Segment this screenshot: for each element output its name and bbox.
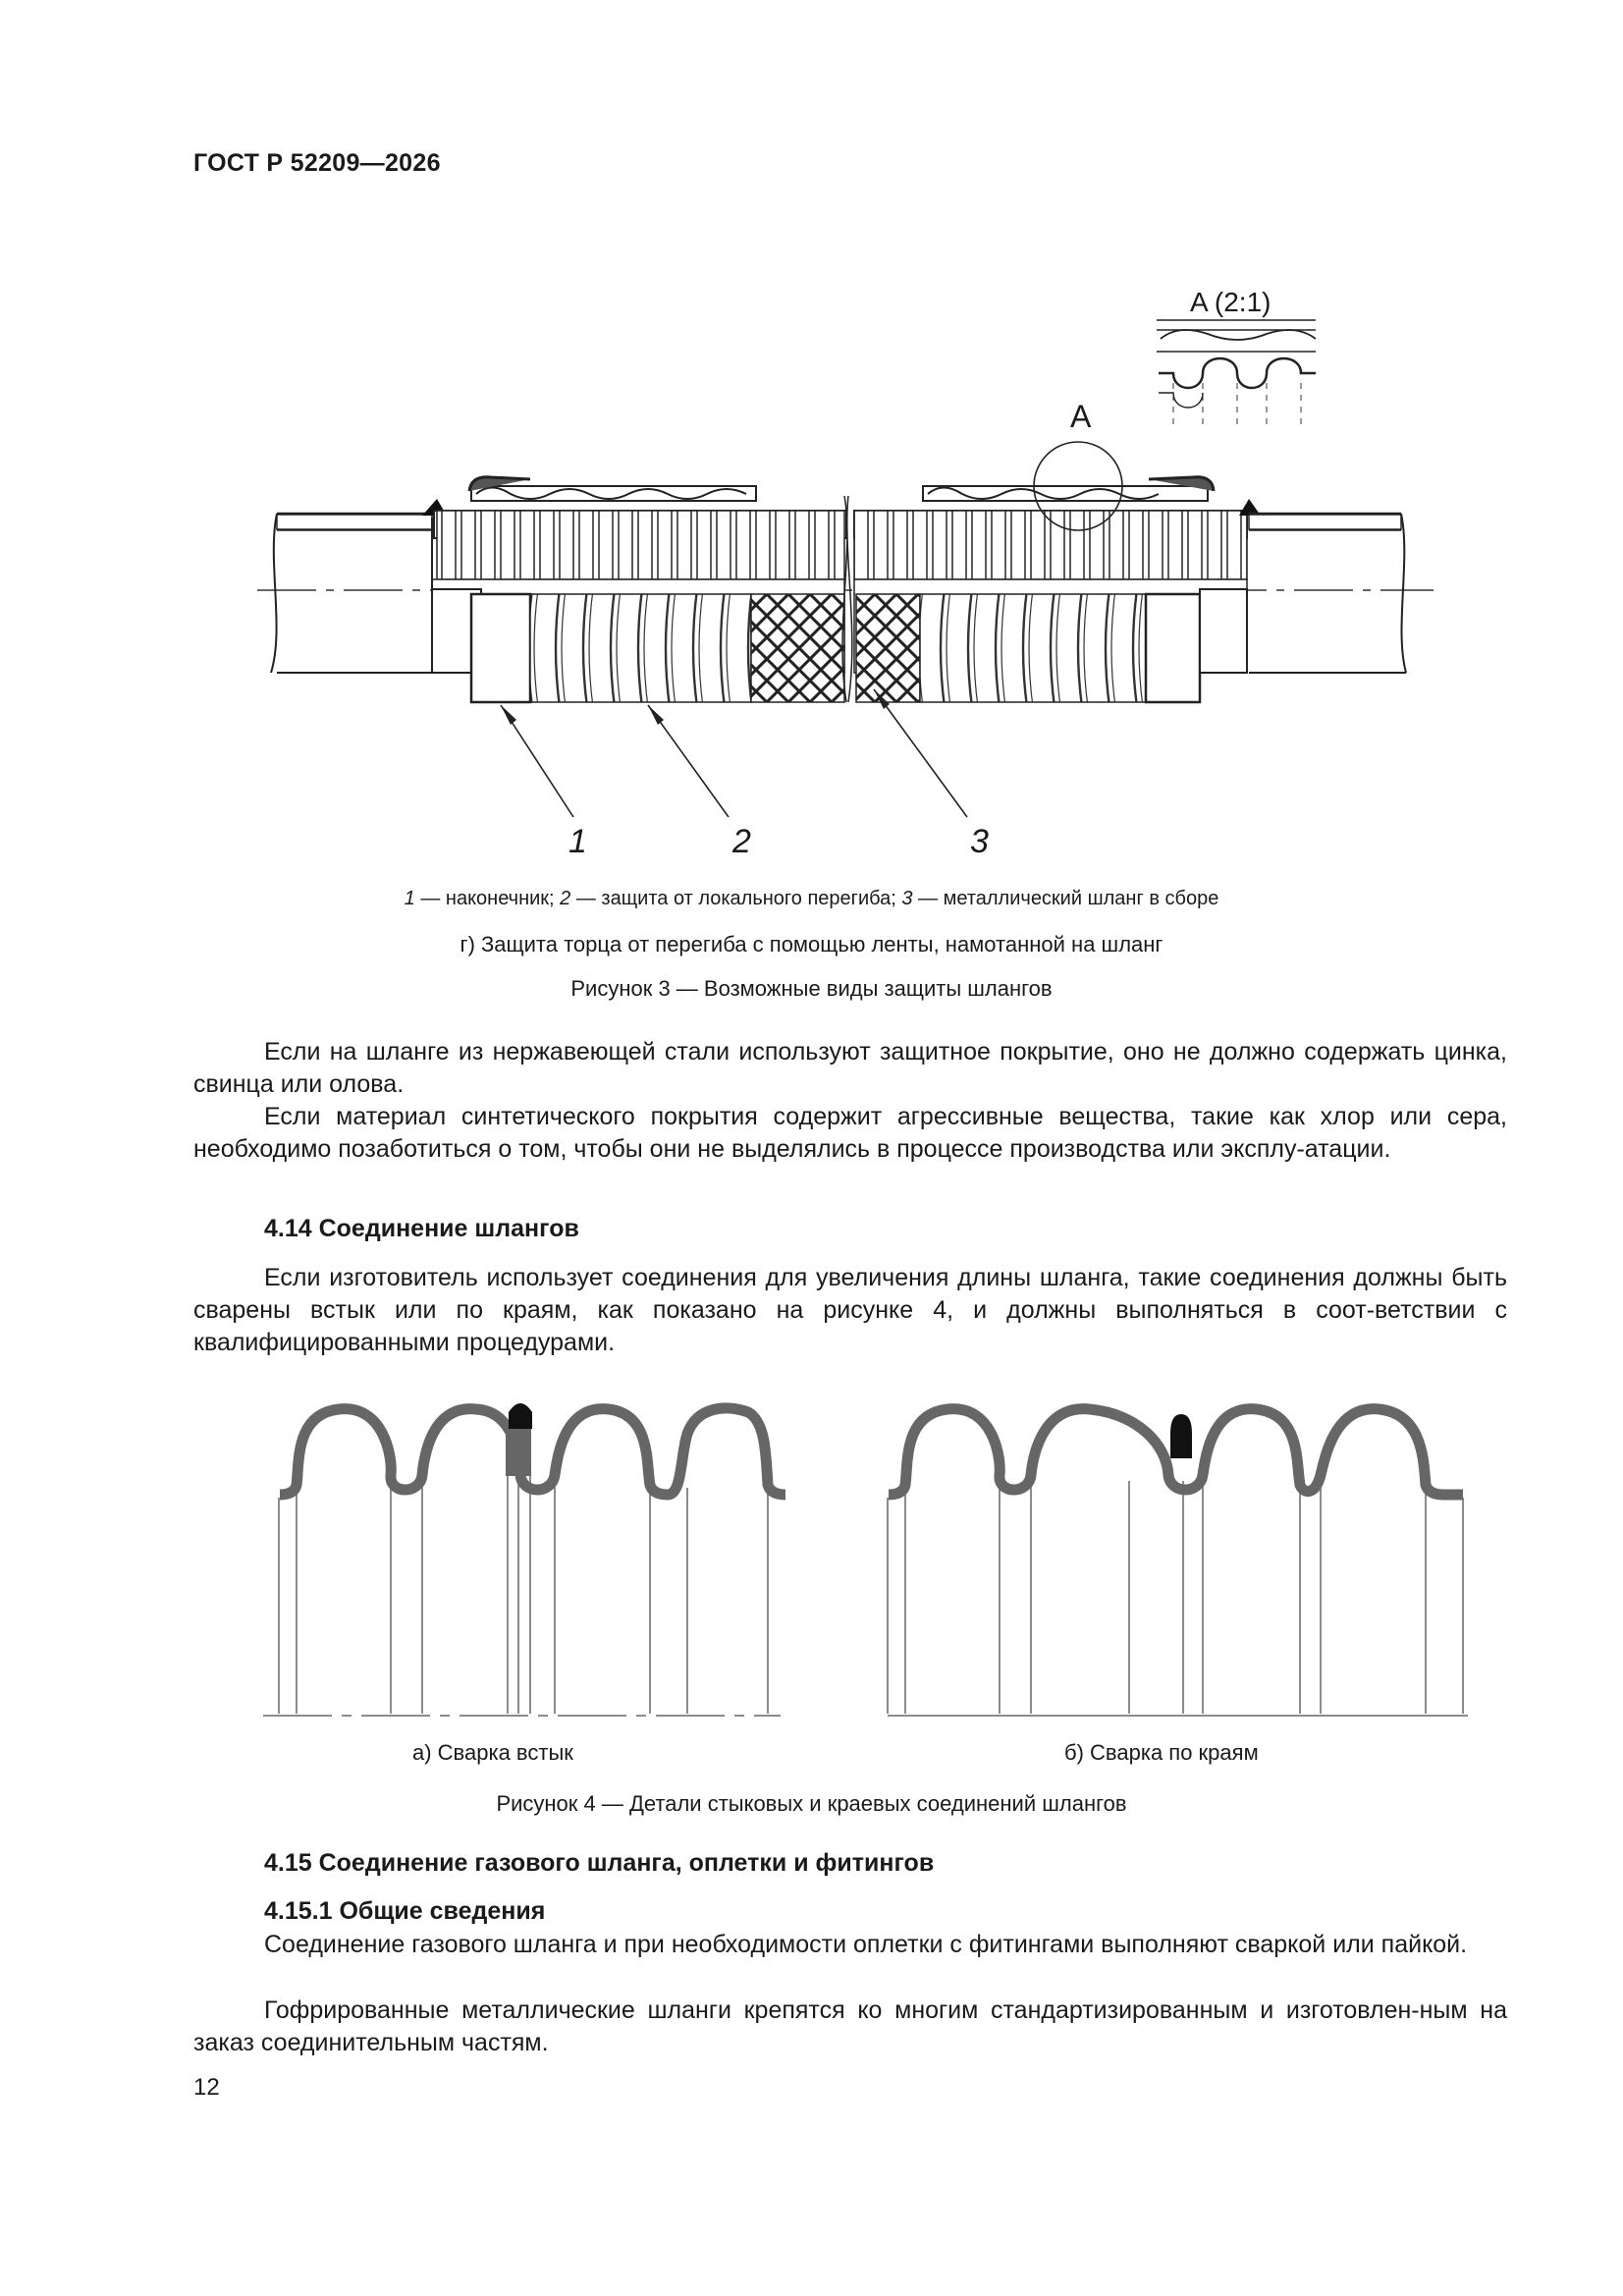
figure-4-subcaption-b: б) Сварка по краям (1064, 1740, 1259, 1765)
figure-4-welding-drawing (0, 1375, 1623, 1728)
paragraph-coating: Если на шланге из нержавеющей стали используют защитное покрытие, оно не должно содержать цинка, свинца или олова. (193, 1038, 1507, 1098)
section-heading-4-14: 4.14 Соединение шлангов (264, 1215, 579, 1242)
detail-label: A (1070, 399, 1092, 434)
page-number: 12 (193, 2074, 220, 2101)
figure-3-hose-drawing (0, 0, 1623, 884)
figure-3-legend: 1 — наконечник; 2 — защита от локального перегиба; 3 — металлический шланг в сборе (404, 888, 1219, 909)
section-heading-4-15-1: 4.15.1 Общие сведения (264, 1897, 546, 1925)
label-1: 1 (568, 823, 587, 860)
paragraph-4-15-1-b: Гофрированные металлические шланги крепятся ко многим стандартизированным и изготовлен-ным на заказ соединительным частям. (193, 1996, 1507, 2056)
label-2: 2 (732, 823, 751, 860)
figure-4-caption: Рисунок 4 — Детали стыковых и краевых соединений шлангов (496, 1791, 1127, 1816)
figure-4-subcaption-a: а) Сварка встык (412, 1740, 573, 1765)
section-heading-4-15: 4.15 Соединение газового шланга, оплетки и фитингов (264, 1849, 935, 1877)
label-3: 3 (970, 823, 989, 860)
paragraph-synthetic: Если материал синтетического покрытия содержит агрессивные вещества, такие как хлор или сера, необходимо позаботиться о том, чтобы они не выделялись в процессе производства или эксплу-атации. (193, 1103, 1507, 1163)
document-header: ГОСТ Р 52209—2026 (193, 149, 441, 177)
figure-3-subcaption: г) Защита торца от перегиба с помощью ленты, намотанной на шланг (460, 932, 1163, 957)
detail-scale-label: A (2:1) (1190, 287, 1271, 317)
paragraph-4-15-1-a: Соединение газового шланга и при необходимости оплетки с фитингами выполняют сваркой или пайкой. (264, 1931, 1468, 1958)
paragraph-4-14: Если изготовитель использует соединения для увеличения длины шланга, такие соединения должны быть сварены встык или по краям, как показано на рисунке 4, и должны выполняться в соот-ветствии с квалифицированными процедурами. (193, 1264, 1507, 1356)
figure-3-caption: Рисунок 3 — Возможные виды защиты шлангов (570, 976, 1053, 1001)
